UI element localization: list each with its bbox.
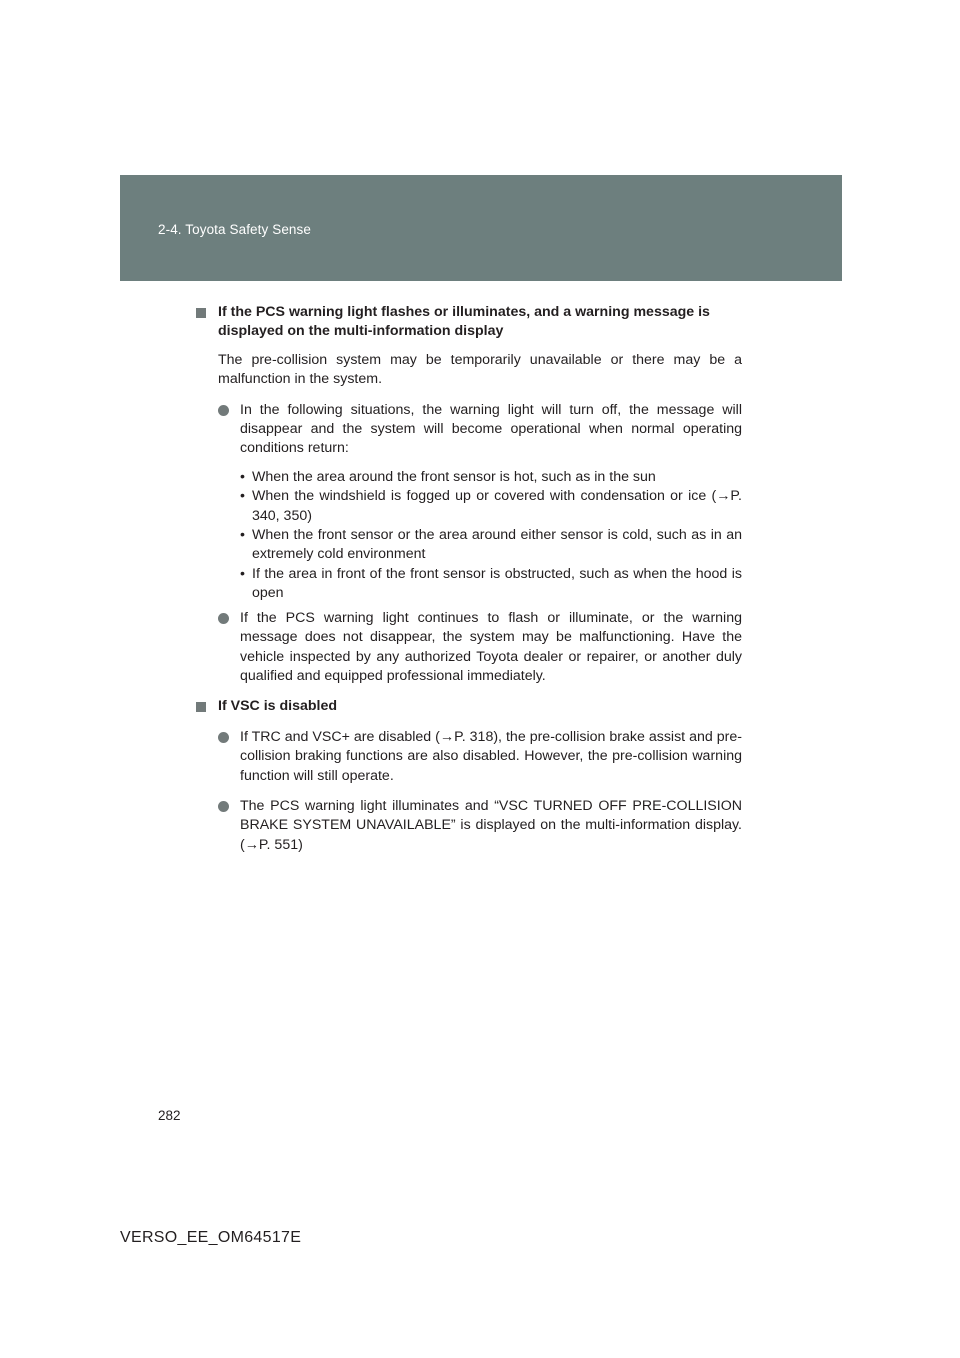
list-item: [196, 797, 742, 855]
square-bullet-icon: [196, 702, 206, 712]
section-title: 2-4. Toyota Safety Sense: [158, 222, 311, 237]
list-item: [196, 609, 742, 687]
sub-list: [196, 468, 742, 604]
sub-list-item: [240, 526, 742, 565]
document-code: VERSO_EE_OM64517E: [120, 1229, 302, 1246]
square-bullet-icon: [196, 308, 206, 318]
list-item-text: If the PCS warning light continues to flash or illuminate, or the warning message does not disappear, the system may be malfunctioning. Have the vehicle inspected by any authorized Toyota dealer or repairer, or another duly qualified and equipped professional immediately.: [240, 609, 742, 684]
page-content: [196, 303, 742, 855]
circle-bullet-icon: [218, 405, 229, 416]
circle-bullet-icon: [218, 801, 229, 812]
dot-bullet-icon: •: [240, 468, 245, 485]
sub-list-item: [240, 565, 742, 604]
sub-list-item: [240, 468, 742, 487]
section-heading: [196, 697, 742, 716]
sub-list-item-text: When the area around the front sensor is hot, such as in the sun: [252, 468, 656, 485]
list-item: [196, 401, 742, 459]
list-item-text: The PCS warning light illuminates and “VSC TURNED OFF PRE-COLLISION BRAKE SYSTEM UNAVAILABLE” is displayed on the multi-information display. (→P. 551): [240, 797, 742, 853]
list-item-text: If TRC and VSC+ are disabled (→P. 318), the pre-collision brake assist and pre-collision braking functions are also disabled. However, the pre-collision warning function will still operate.: [240, 728, 742, 784]
list-item-text: In the following situations, the warning light will turn off, the message will disappear and the system will become operational when normal operating conditions return:: [240, 401, 742, 457]
circle-bullet-icon: [218, 732, 229, 743]
list-item: [196, 728, 742, 786]
section-intro: The pre-collision system may be temporarily unavailable or there may be a malfunction in the system.: [218, 351, 742, 388]
sub-list-item-text: When the windshield is fogged up or covered with condensation or ice (→P. 340, 350): [252, 488, 742, 524]
dot-bullet-icon: •: [240, 527, 245, 544]
sub-list-item-text: When the front sensor or the area around either sensor is cold, such as in an extremely cold environment: [252, 527, 742, 563]
dot-bullet-icon: •: [240, 565, 245, 582]
section-heading: [196, 303, 742, 342]
section-heading-text: If the PCS warning light flashes or illuminates, and a warning message is displayed on the multi-information display: [218, 304, 710, 340]
sub-list-item: [240, 487, 742, 526]
dot-bullet-icon: •: [240, 488, 245, 505]
circle-bullet-icon: [218, 613, 229, 624]
page-number: 282: [158, 1108, 181, 1123]
sub-list-item-text: If the area in front of the front sensor is obstructed, such as when the hood is open: [252, 565, 742, 602]
section-heading-text: If VSC is disabled: [218, 698, 338, 715]
